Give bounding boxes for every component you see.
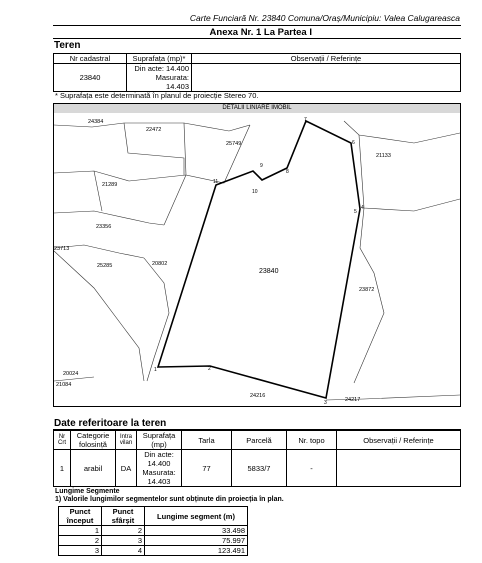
din-acte: Din acte: 14.400	[134, 64, 189, 73]
header-suprafata-mp: Suprafața (mp)	[137, 431, 182, 450]
cell-nr: 1	[54, 450, 71, 487]
header-rule-bottom	[53, 38, 461, 39]
vertex-10: 10	[252, 189, 258, 195]
header-observatii: Observații / Referințe	[192, 54, 461, 64]
neighbor-label: 24216	[250, 393, 266, 399]
cell-observatii	[192, 64, 461, 92]
header-nr-crt: Nr Crt	[54, 431, 71, 450]
header-parcela: Parcelă	[232, 431, 287, 450]
header-observatii-ref: Observații / Referințe	[337, 431, 461, 450]
neighbor-label: 23356	[96, 224, 112, 230]
vertex-8: 8	[286, 169, 289, 175]
document-header-line: Carte Funciară Nr. 23840 Comuna/Oraș/Municipiu: Valea Calugareasca	[189, 13, 460, 23]
cell-tarla: 77	[182, 450, 232, 487]
segment-end: 2	[102, 526, 145, 536]
segment-end: 4	[102, 546, 145, 556]
segments-title: Lungime Segmente	[55, 488, 120, 495]
din-acte: Din acte: 14.400	[144, 450, 174, 468]
neighbor-label: 20802	[152, 261, 168, 267]
segments-subtitle: 1) Valorile lungimilor segmentelor sunt obținute din proiecția în plan.	[55, 496, 284, 503]
vertex-5: 5	[354, 209, 357, 215]
masurata-label: Masurata:	[142, 468, 176, 477]
cell-suprafata	[127, 64, 192, 92]
segment-length: 123.491	[145, 546, 248, 556]
segment-length: 33.498	[145, 526, 248, 536]
vertex-4: 4	[361, 205, 364, 211]
annex-title: Anexa Nr. 1 La Partea I	[209, 27, 312, 38]
header-suprafata: Suprafața (mp)*	[127, 54, 192, 64]
cell-intravilan: DA	[116, 450, 137, 487]
vertex-9: 9	[260, 163, 263, 169]
header-rule-top	[53, 25, 461, 26]
masurata-label: Masurata:	[155, 73, 189, 82]
vertex-1: 1	[154, 367, 157, 373]
cell-categorie: arabil	[71, 450, 116, 487]
segments-table	[58, 506, 248, 556]
cell-parcela: 5833/7	[232, 450, 287, 487]
header-tarla: Tarla	[182, 431, 232, 450]
vertex-2: 2	[208, 366, 211, 372]
parcel-map	[53, 103, 461, 407]
header-intravilan: Intra vilan	[116, 431, 137, 450]
vertex-6: 6	[352, 140, 355, 146]
header-lungime: Lungime segment (m)	[145, 507, 248, 526]
header-punct-inceput: Punct început	[59, 507, 102, 526]
masurata-value: 14.403	[166, 82, 189, 91]
date-ref-table	[53, 430, 461, 487]
neighbor-label: 21289	[102, 182, 118, 188]
segment-end: 3	[102, 536, 145, 546]
neighbor-boundaries	[54, 121, 460, 407]
teren-table	[53, 53, 461, 92]
vertex-3: 3	[324, 400, 327, 406]
neighbor-label: 24217	[345, 397, 361, 403]
parcel-number-label: 23840	[259, 268, 279, 275]
neighbor-label: 21133	[376, 153, 391, 159]
masurata-value: 14.403	[147, 477, 171, 486]
segment-start: 2	[59, 536, 102, 546]
map-drawing	[54, 113, 460, 407]
header-punct-sfarsit: Punct sfârșit	[102, 507, 145, 526]
neighbor-label: 23872	[359, 287, 375, 293]
neighbor-label: 20024	[63, 371, 79, 377]
teren-title: Teren	[54, 40, 81, 51]
cell-nr-topo: -	[287, 450, 337, 487]
segment-length: 75.997	[145, 536, 248, 546]
vertex-11: 11	[213, 179, 219, 185]
cell-nr-cadastral: 23840	[54, 64, 127, 92]
neighbor-label: 25285	[97, 263, 113, 269]
cell-suprafata-mp	[137, 450, 182, 487]
neighbor-label: 25749	[226, 141, 242, 147]
date-ref-title: Date referitoare la teren	[54, 418, 167, 429]
neighbor-label: 24384	[88, 119, 104, 125]
neighbor-label: 21084	[56, 382, 72, 388]
segment-start: 1	[59, 526, 102, 536]
map-title: DETALII LINIARE IMOBIL	[54, 104, 460, 113]
neighbor-label: 23713	[54, 246, 70, 252]
cell-observatii-ref	[337, 450, 461, 487]
surface-note: * Suprafața este determinată în planul de proiecție Stereo 70.	[55, 91, 259, 100]
vertex-7: 7	[304, 117, 307, 123]
neighbor-label: 22472	[146, 127, 162, 133]
header-nr-topo: Nr. topo	[287, 431, 337, 450]
header-categorie: Categorie folosință	[71, 431, 116, 450]
header-nr-cadastral: Nr cadastral	[54, 54, 127, 64]
segment-start: 3	[59, 546, 102, 556]
parcel-boundary	[158, 121, 360, 398]
